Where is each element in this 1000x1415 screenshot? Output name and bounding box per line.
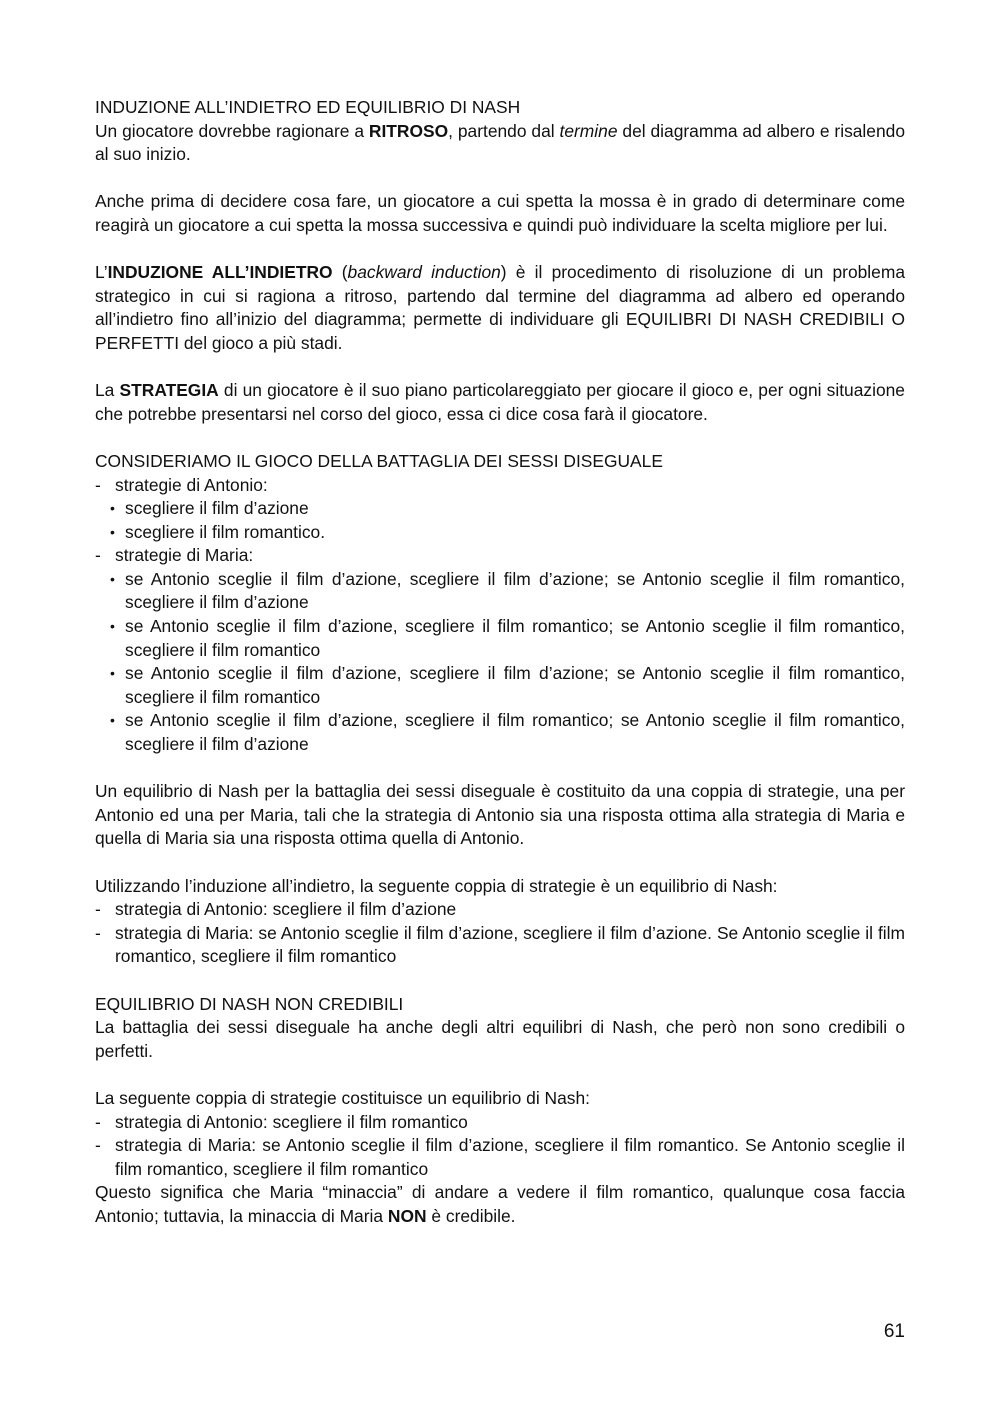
list-item-antonio-strategies: - strategie di Antonio: • scegliere il film d’azione • scegliere il film romantico. xyxy=(95,474,905,545)
page-content xyxy=(95,96,905,1229)
paragraph-threat: Questo significa che Maria “minaccia” di andare a vedere il film romantico, qualunque cosa faccia Antonio; tuttavia, la minaccia di Maria NON è credibile. xyxy=(95,1182,905,1226)
paragraph-definition-strategy: La STRATEGIA di un giocatore è il suo piano particolareggiato per giocare il gioco e, per ogni situazione che potrebbe presentarsi nel corso del gioco, essa ci dice cosa farà il giocatore. xyxy=(95,380,905,424)
strategies-list xyxy=(95,474,905,757)
section-heading-battle-of-sexes: CONSIDERIAMO IL GIOCO DELLA BATTAGLIA DEI SESSI DISEGUALE xyxy=(95,450,663,471)
list-item: - strategia di Maria: se Antonio sceglie il film d’azione, scegliere il film romantico. Se Antonio sceglie il film romantico, scegliere il film romantico xyxy=(95,1135,905,1179)
list-item: - strategia di Antonio: scegliere il film romantico xyxy=(95,1111,468,1132)
equilibrium-list xyxy=(95,898,905,969)
list-item: • se Antonio sceglie il film d’azione, scegliere il film romantico; se Antonio sceglie il film romantico, scegliere il film d’azione xyxy=(110,710,905,755)
section-heading-backward-induction: INDUZIONE ALL’INDIETRO ED EQUILIBRIO DI NASH xyxy=(95,97,521,117)
paragraph-non-credible-pair-intro: La seguente coppia di strategie costituisce un equilibrio di Nash: xyxy=(95,1087,590,1108)
paragraph-other-equilibria: La battaglia dei sessi diseguale ha anche degli altri equilibri di Nash, che però non sono credibili o perfetti. xyxy=(95,1017,905,1061)
list-item: • scegliere il film romantico. xyxy=(110,521,326,542)
paragraph-definition-backward-induction: L’INDUZIONE ALL’INDIETRO (backward induction) è il procedimento di risoluzione di un problema strategico in cui si ragiona a ritroso, partendo dal termine del diagramma ad albero ed operando all’indietro fino all’inizio del diagramma; permette di individuare gli EQUILIBRI DI NASH CREDIBILI O PERFETTI del gioco a più stadi. xyxy=(95,262,906,353)
page-number: 61 xyxy=(883,1321,905,1342)
list-item: - strategia di Antonio: scegliere il film d’azione xyxy=(95,899,457,920)
non-credible-list xyxy=(95,1111,905,1182)
paragraph-ritroso: Un giocatore dovrebbe ragionare a RITROSO, partendo dal termine del diagramma ad albero e risalendo al suo inizio. xyxy=(95,120,905,165)
section-heading-non-credible: EQUILIBRIO DI NASH NON CREDIBILI xyxy=(95,993,404,1014)
list-item: • scegliere il film d’azione xyxy=(110,498,309,519)
list-item-maria-strategies: - strategie di Maria: • se Antonio sceglie il film d’azione, scegliere il film d’azione; se Antonio sceglie il film romantico, scegliere il film d’azione • se Antonio sceglie il film d’azione, scegliere il film romantico; se Antonio sceglie il film romantico, scegliere il film romantico • se Antonio sceglie il film d’azione, scegliere il film d’azione; se Antonio sceglie il film romantico, scegliere il film romantico • se Antonio sceglie il film d’azione, scegliere il film romantico; se Antonio sceglie il film romantico, scegliere il film d’azione xyxy=(95,544,905,756)
paragraph-nash-pair-intro: Utilizzando l’induzione all’indietro, la seguente coppia di strategie è un equilibrio di Nash: xyxy=(95,875,778,896)
list-item: • se Antonio sceglie il film d’azione, scegliere il film romantico; se Antonio sceglie il film romantico, scegliere il film romantico xyxy=(110,616,905,660)
list-item: - strategia di Maria: se Antonio sceglie il film d’azione, scegliere il film d’azione. Se Antonio sceglie il film romantico, scegliere il film romantico xyxy=(95,922,905,967)
list-item: • se Antonio sceglie il film d’azione, scegliere il film d’azione; se Antonio sceglie il film romantico, scegliere il film d’azione xyxy=(110,568,905,613)
list-item: • se Antonio sceglie il film d’azione, scegliere il film d’azione; se Antonio sceglie il film romantico, scegliere il film romantico xyxy=(110,663,905,707)
paragraph-anticipation: Anche prima di decidere cosa fare, un giocatore a cui spetta la mossa è in grado di determinare come reagirà un giocatore a cui spetta la mossa successiva e quindi può individuare la scelta migliore per lui. xyxy=(95,191,905,235)
paragraph-nash-definition: Un equilibrio di Nash per la battaglia dei sessi diseguale è costituito da una coppia di strategie, una per Antonio ed una per Maria, tali che la strategia di Antonio sia una risposta ottima alla strategia di Maria e quella di Maria sia una risposta ottima quella di Antonio. xyxy=(95,781,905,849)
